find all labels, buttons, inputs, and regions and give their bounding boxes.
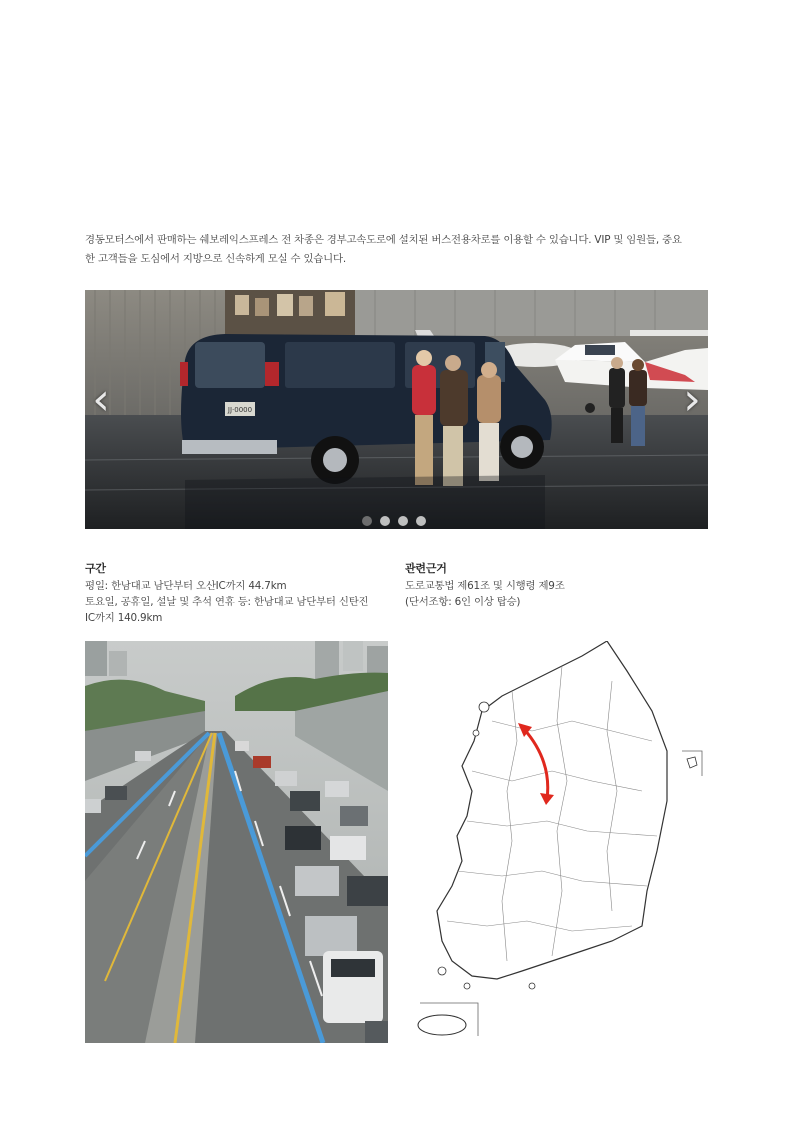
slider-dot-3[interactable]	[398, 516, 408, 526]
route-holiday-1: 토요일, 공휴일, 설날 및 추석 연휴 등: 한남대교 남단부터 신탄진	[85, 596, 369, 608]
law-line-1: 도로교통법 제61조 및 시행령 제9조	[405, 580, 565, 592]
korea-route-map	[412, 641, 712, 1043]
law-title: 관련근거	[405, 562, 447, 575]
van-plate-text: JJ·0000	[227, 406, 253, 414]
image-slider[interactable]	[85, 290, 708, 529]
slide-van-jet-photo	[85, 290, 708, 529]
slider-dot-2[interactable]	[380, 516, 390, 526]
route-title: 구간	[85, 562, 106, 575]
slider-pagination	[362, 516, 426, 526]
route-weekday: 평일: 한남대교 남단부터 오산IC까지 44.7km	[85, 580, 287, 592]
slider-dot-4[interactable]	[416, 516, 426, 526]
law-section	[405, 561, 705, 610]
route-holiday-2: IC까지 140.9km	[85, 612, 163, 624]
highway-bus-lane-photo	[85, 641, 388, 1043]
intro-text	[85, 231, 710, 269]
intro-line-1: 경동모터스에서 판매하는 쉐보레익스프레스 전 차종은 경부고속도로에 설치된 버스전용차로를 이용할 수 있습니다. VIP 및 임원들, 중요	[85, 234, 682, 246]
law-line-2: (단서조항: 6인 이상 탑승)	[405, 596, 521, 608]
next-arrow-icon[interactable]: ›	[683, 374, 701, 425]
prev-arrow-icon[interactable]: ‹	[92, 374, 110, 425]
intro-line-2: 한 고객들을 도심에서 지방으로 신속하게 모실 수 있습니다.	[85, 253, 346, 265]
route-section	[85, 561, 385, 626]
slider-dot-1[interactable]	[362, 516, 372, 526]
